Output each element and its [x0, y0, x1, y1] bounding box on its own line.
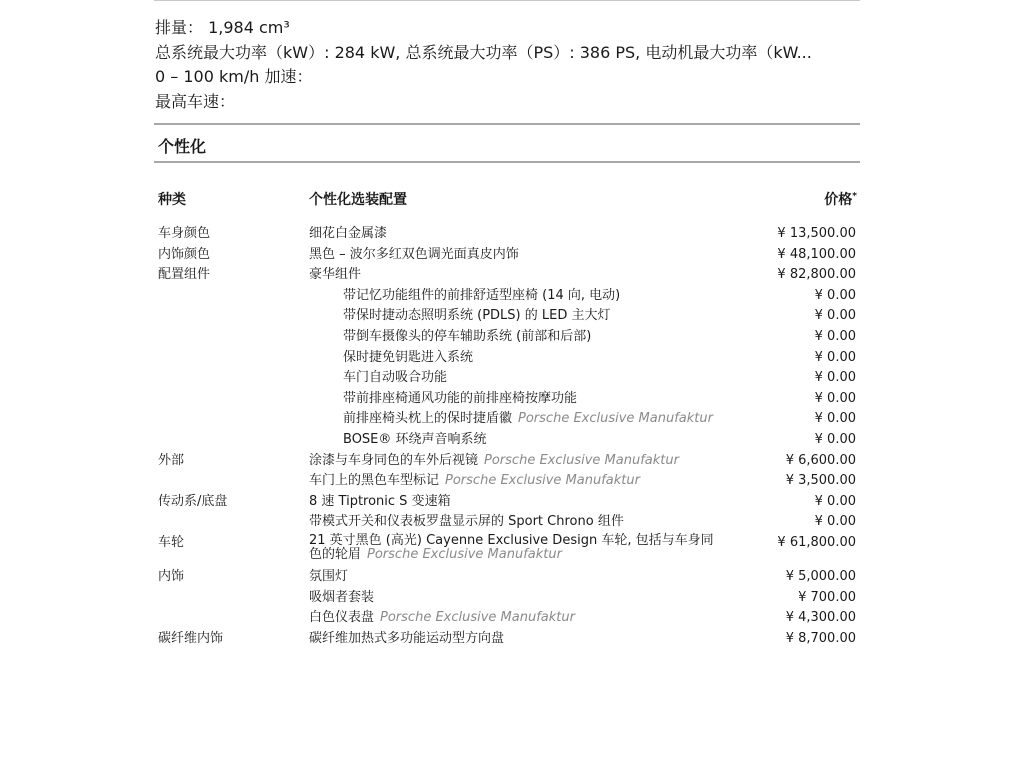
table-row	[0, 410, 1024, 431]
row-option-text: 带倒车摄像头的停车辅助系统 (前部和后部)	[343, 328, 592, 344]
table-row	[0, 452, 1024, 473]
row-price: ¥ 0.00	[814, 370, 856, 386]
spec-block	[155, 16, 860, 114]
row-price: ¥ 0.00	[814, 431, 856, 447]
row-price: ¥ 3,500.00	[785, 473, 856, 489]
row-option-text: 细花白金属漆	[309, 226, 388, 241]
row-category: 内饰颜色	[158, 246, 211, 262]
row-option-text: 8 速 Tiptronic S 变速箱	[309, 493, 451, 509]
row-option	[343, 287, 753, 304]
table-row	[0, 472, 1024, 493]
row-option-text: BOSE® 环绕声音响系统	[343, 431, 487, 447]
header-price: 价格*	[824, 191, 857, 208]
row-price: ¥ 0.00	[814, 411, 856, 427]
row-category: 内饰	[158, 568, 185, 584]
row-option	[309, 513, 719, 530]
row-option-text: 车门自动吸合功能	[343, 370, 448, 386]
row-option	[309, 246, 719, 263]
section-divider-bottom	[154, 161, 860, 163]
row-option-text: 保时捷免钥匙进入系统	[343, 349, 474, 365]
row-price: ¥ 82,800.00	[777, 267, 856, 283]
table-row	[0, 328, 1024, 349]
row-price: ¥ 6,600.00	[785, 452, 856, 468]
row-option-note: Porsche Exclusive Manufaktur	[367, 546, 562, 562]
row-option-text: 黑色 – 波尔多红双色调光面真皮内饰	[309, 246, 519, 262]
table-row	[0, 630, 1024, 651]
row-price: ¥ 4,300.00	[785, 610, 856, 626]
row-price: ¥ 0.00	[814, 514, 856, 530]
price-footnote-mark: *	[852, 191, 857, 202]
row-option	[309, 609, 719, 626]
row-option	[343, 369, 753, 386]
row-option	[309, 534, 719, 562]
row-category: 传动系/底盘	[158, 493, 228, 509]
row-option-text: 白色仪表盘	[309, 610, 375, 626]
row-category: 车轮	[158, 534, 185, 550]
table-row	[0, 349, 1024, 370]
row-price: ¥ 61,800.00	[777, 534, 856, 550]
section-divider-top	[154, 123, 860, 125]
table-row	[0, 390, 1024, 411]
row-option	[309, 493, 719, 510]
table-row	[0, 513, 1024, 534]
header-category: 种类	[158, 192, 186, 208]
row-category: 碳纤维内饰	[158, 630, 224, 646]
table-row	[0, 307, 1024, 328]
row-option	[309, 472, 719, 489]
row-option-text: 带保时捷动态照明系统 (PDLS) 的 LED 主大灯	[343, 308, 611, 324]
row-option	[309, 225, 719, 242]
row-option-note: Porsche Exclusive Manufaktur	[518, 411, 713, 427]
row-option-note: Porsche Exclusive Manufaktur	[484, 452, 679, 468]
row-option-text: 涂漆与车身同色的车外后视镜	[309, 452, 479, 468]
row-option	[343, 390, 753, 407]
row-option	[343, 328, 753, 345]
header-option: 个性化选装配置	[309, 192, 407, 208]
table-row	[0, 609, 1024, 630]
row-option-note: Porsche Exclusive Manufaktur	[380, 610, 575, 626]
row-option-text: 氛围灯	[309, 568, 349, 584]
row-price: ¥ 700.00	[798, 589, 856, 605]
table-row	[0, 369, 1024, 390]
spec-displacement: 排量： 1,984 cm³	[155, 18, 290, 37]
row-option	[309, 568, 719, 585]
row-category: 配置组件	[158, 267, 211, 283]
row-option-text: 碳纤维加热式多功能运动型方向盘	[309, 630, 505, 646]
table-row	[0, 266, 1024, 287]
table-row	[0, 431, 1024, 452]
table-row	[0, 287, 1024, 308]
row-option-text: 吸烟者套装	[309, 589, 375, 605]
row-option-text: 前排座椅头枕上的保时捷盾徽	[343, 411, 513, 427]
row-option	[309, 630, 719, 647]
row-option-text: 21 英寸黑色 (高光) Cayenne Exclusive Design 车轮, 包括与车身同色的轮眉	[309, 532, 714, 562]
row-option	[343, 410, 753, 427]
spec-top-speed: 最高车速：	[155, 91, 236, 111]
row-option	[343, 349, 753, 366]
row-category: 外部	[158, 452, 185, 468]
table-row	[0, 493, 1024, 514]
row-price: ¥ 48,100.00	[777, 246, 856, 262]
row-price: ¥ 0.00	[814, 308, 856, 324]
row-option-note: Porsche Exclusive Manufaktur	[445, 473, 640, 489]
row-option	[309, 266, 719, 283]
row-option-text: 带前排座椅通风功能的前排座椅按摩功能	[343, 390, 578, 406]
row-option-text: 车门上的黑色车型标记	[309, 473, 440, 489]
options-table	[0, 225, 1024, 650]
spec-power: 总系统最大功率（kW）: 284 kW, 总系统最大功率（PS）: 386 PS, 电动机最大功率（kW...	[155, 42, 812, 62]
row-option-text: 带记忆功能组件的前排舒适型座椅 (14 向, 电动)	[343, 287, 621, 303]
top-divider	[154, 0, 860, 1]
row-price: ¥ 8,700.00	[785, 630, 856, 646]
row-option	[343, 431, 753, 448]
table-row	[0, 589, 1024, 610]
spec-acceleration: 0 – 100 km/h 加速：	[155, 67, 313, 86]
row-category: 车身颜色	[158, 226, 211, 241]
row-option-text: 带模式开关和仪表板罗盘显示屏的 Sport Chrono 组件	[309, 514, 624, 530]
row-option-text: 豪华组件	[309, 267, 362, 283]
row-price: ¥ 5,000.00	[785, 568, 856, 584]
section-title: 个性化	[158, 137, 207, 156]
row-price: ¥ 0.00	[814, 390, 856, 406]
row-price: ¥ 0.00	[814, 493, 856, 509]
row-price: ¥ 0.00	[814, 328, 856, 344]
table-row	[0, 225, 1024, 246]
table-row	[0, 534, 1024, 568]
table-row	[0, 568, 1024, 589]
row-option	[343, 307, 753, 324]
row-price: ¥ 13,500.00	[777, 226, 856, 241]
row-option	[309, 452, 719, 469]
row-price: ¥ 0.00	[814, 287, 856, 303]
row-price: ¥ 0.00	[814, 349, 856, 365]
row-option	[309, 589, 719, 606]
table-row	[0, 246, 1024, 267]
